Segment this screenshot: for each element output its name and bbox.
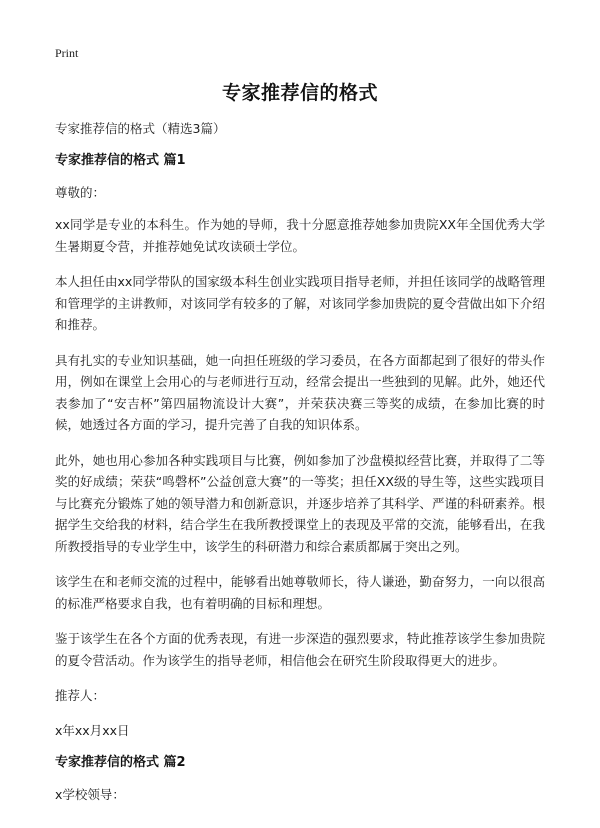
recommender-label: 推荐人： [55, 688, 106, 703]
paragraph-1: xx同学是专业的本科生。作为她的导师，我十分愿意推荐她参加贵院XX年全国优秀大学生暑期夏令营，并推荐她免试攻读硕士学位。 [55, 217, 545, 254]
paragraph-5: 该学生在和老师交流的过程中，能够看出她尊敬师长，待人谦逊，勤奋努力，一向以很高的标准严格要求自我，也有着明确的目标和理想。 [55, 574, 545, 611]
paragraph-6: 鉴于该学生在各个方面的优秀表现，有进一步深造的强烈要求，特此推荐该学生参加贵院的夏令营活动。作为该学生的指导老师，相信他会在研究生阶段取得更大的进步。 [55, 631, 545, 668]
subtitle: 专家推荐信的格式（精选3篇） [55, 121, 226, 136]
greeting-2: x学校领导： [55, 787, 125, 802]
print-link[interactable]: Print [55, 46, 79, 60]
section-heading-2: 专家推荐信的格式 篇2 [55, 755, 186, 770]
signature-date: x年xx月xx日 [55, 723, 130, 738]
document-body [55, 118, 545, 805]
paragraph-3: 具有扎实的专业知识基础，她一向担任班级的学习委员，在各方面都起到了很好的带头作用，例如在课堂上会用心的与老师进行互动，经常会提出一些独到的见解。此外，她还代表参加了“安吉杯”第四届物流设计大赛”，并荣获决赛三等奖的成绩，在参加比赛的时候，她透过各方面的学习，提升完善了自我的知识体系。 [55, 352, 545, 432]
section-heading-1: 专家推荐信的格式 篇1 [55, 153, 186, 168]
paragraph-2: 本人担任由xx同学带队的国家级本科生创业实践项目指导老师，并担任该同学的战略管理和管理学的主讲教师，对该同学有较多的了解，对该同学参加贵院的夏令营做出如下介绍和推荐。 [55, 274, 545, 332]
greeting-1: 尊敬的： [55, 185, 106, 200]
paragraph-4: 此外，她也用心参加各种实践项目与比赛，例如参加了沙盘模拟经营比赛，并取得了二等奖的好成绩；荣获“鸣磬杯”公益创意大赛”的一等奖；担任XX级的导生等，这些实践项目与比赛充分锻炼了她的领导潜力和创新意识，并逐步培养了其科学、严谨的科研素养。根据学生交给我的材料，结合学生在我所教授课堂上的表现及平常的交流，能够看出，在我所教授指导的专业学生中，该学生的科研潜力和综合素质都属于突出之列。 [55, 452, 545, 554]
page-title: 专家推荐信的格式 [221, 82, 378, 104]
